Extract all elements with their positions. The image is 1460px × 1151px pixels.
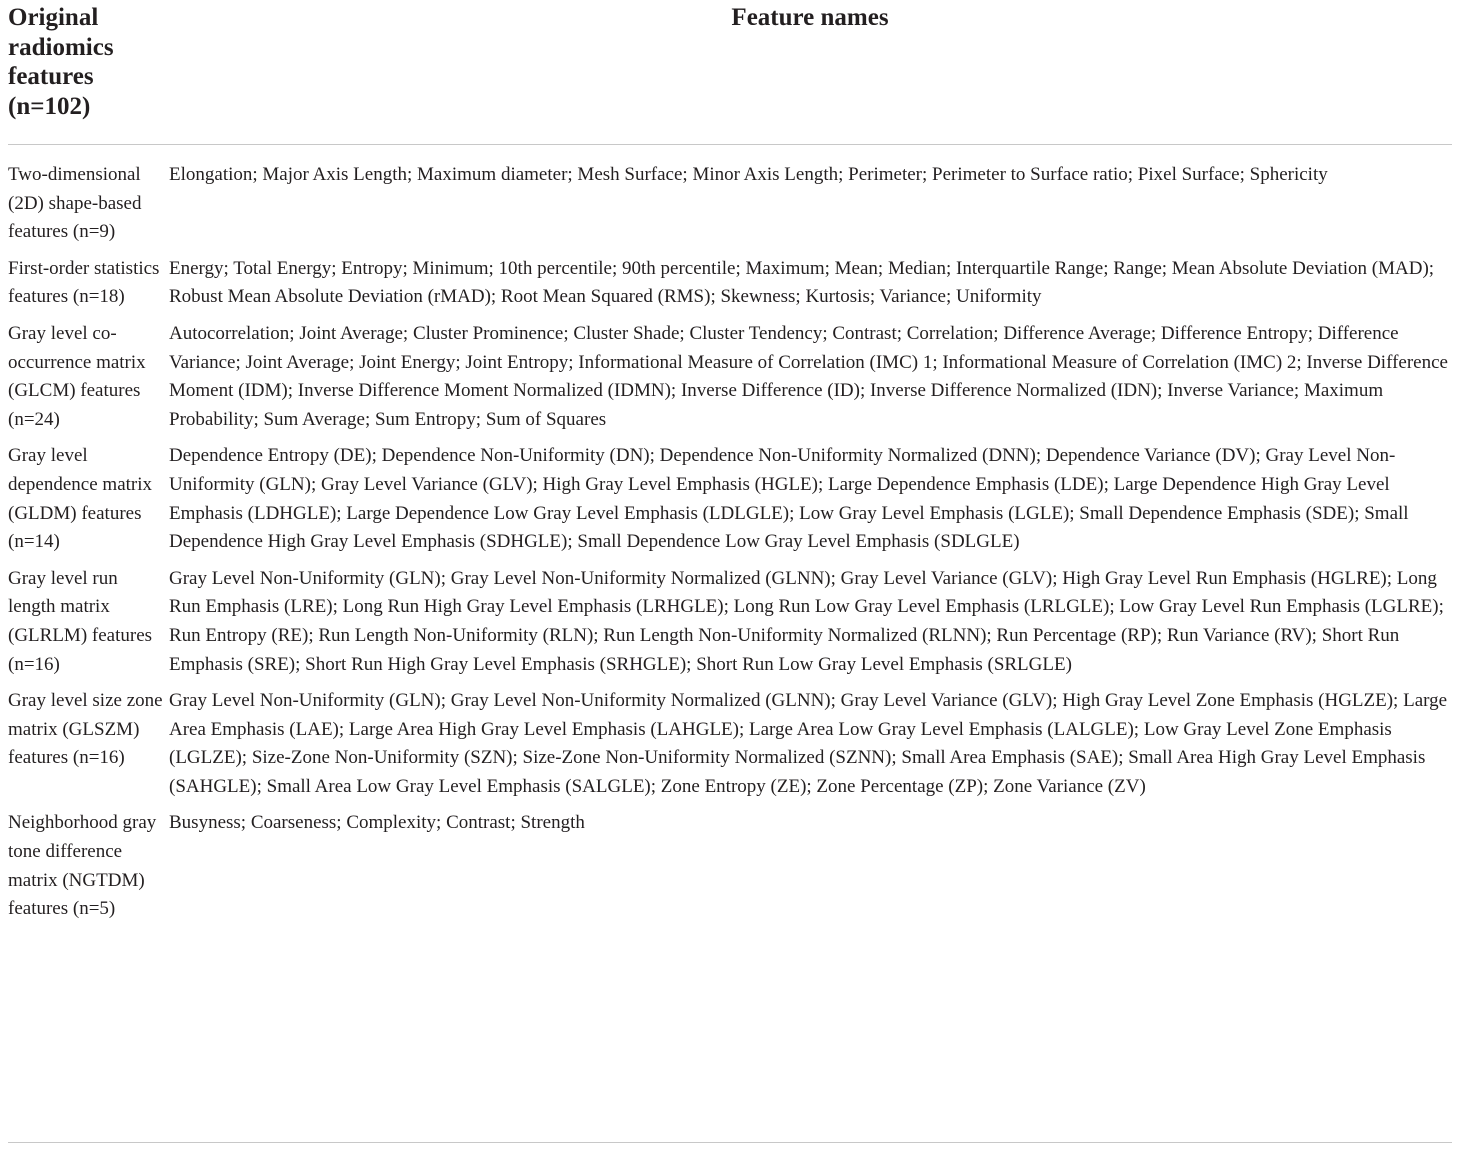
table-row bbox=[8, 565, 1452, 679]
header-feature-names: Feature names bbox=[731, 4, 889, 31]
table-header bbox=[8, 0, 1452, 145]
row-category: Gray level dependence matrix (GLDM) features (n=14) bbox=[8, 445, 153, 553]
table-row bbox=[8, 442, 1452, 556]
radiomics-features-table bbox=[8, 0, 1452, 924]
table-row bbox=[8, 255, 1452, 312]
table-row bbox=[8, 809, 1452, 923]
table-bottom-rule bbox=[8, 1142, 1452, 1143]
row-category: Neighborhood gray tone difference matrix (NGTDM) features (n=5) bbox=[8, 812, 157, 920]
row-features: Energy; Total Energy; Entropy; Minimum; 10th percentile; 90th percentile; Maximum; Mean; Median; Interquartile Range; Range; Mean Absolute Deviation (MAD); Robust Mean Absolute Deviation (rMAD); Root Mean Squared (RMS); Skewness; Kurtosis; Variance; Uniformity bbox=[169, 257, 1435, 308]
header-original-features: Original radiomics features (n=102) bbox=[8, 4, 114, 120]
table-row bbox=[8, 687, 1452, 801]
row-category: Gray level co-occurrence matrix (GLCM) features (n=24) bbox=[8, 322, 146, 430]
row-features: Busyness; Coarseness; Complexity; Contrast; Strength bbox=[169, 812, 585, 834]
row-category: Gray level run length matrix (GLRLM) features (n=16) bbox=[8, 567, 153, 675]
row-category: First-order statistics features (n=18) bbox=[8, 257, 160, 308]
table-row bbox=[8, 320, 1452, 434]
row-features: Gray Level Non-Uniformity (GLN); Gray Level Non-Uniformity Normalized (GLNN); Gray Level Variance (GLV); High Gray Level Zone Emphasis (HGLZE); Large Area Emphasis (LAE); Large Area High Gray Level Emphasis (LAHGLE); Large Area Low Gray Level Emphasis (LALGLE); Low Gray Level Zone Emphasis (LGLZE); Size-Zone Non-Uniformity (SZN); Size-Zone Non-Uniformity Normalized (SZNN); Small Area Emphasis (SAE); Small Area High Gray Level Emphasis (SAHGLE); Small Area Low Gray Level Emphasis (SALGLE); Zone Entropy (ZE); Zone Percentage (ZP); Zone Variance (ZV) bbox=[169, 690, 1448, 797]
row-features: Gray Level Non-Uniformity (GLN); Gray Level Non-Uniformity Normalized (GLNN); Gray Level Variance (GLV); High Gray Level Run Emphasis (HGLRE); Long Run Emphasis (LRE); Long Run High Gray Level Emphasis (LRHGLE); Long Run Low Gray Level Emphasis (LRLGLE); Low Gray Level Run Emphasis (LGLRE); Run Entropy (RE); Run Length Non-Uniformity (RLN); Run Length Non-Uniformity Normalized (RLNN); Run Percentage (RP); Run Variance (RV); Short Run Emphasis (SRE); Short Run High Gray Level Emphasis (SRHGLE); Short Run Low Gray Level Emphasis (SRLGLE) bbox=[169, 567, 1444, 675]
row-features: Dependence Entropy (DE); Dependence Non-Uniformity (DN); Dependence Non-Uniformity Normalized (DNN); Dependence Variance (DV); Gray Level Non-Uniformity (GLN); Gray Level Variance (GLV); High Gray Level Emphasis (HGLE); Large Dependence Emphasis (LDE); Large Dependence High Gray Level Emphasis (LDHGLE); Large Dependence Low Gray Level Emphasis (LDLGLE); Low Gray Level Emphasis (LGLE); Small Dependence Emphasis (SDE); Small Dependence High Gray Level Emphasis (SDHGLE); Small Dependence Low Gray Level Emphasis (SDLGLE) bbox=[169, 445, 1409, 553]
row-features: Elongation; Major Axis Length; Maximum diameter; Mesh Surface; Minor Axis Length; Perimeter; Perimeter to Surface ratio; Pixel Surface; Sphericity bbox=[169, 164, 1328, 185]
row-category: Two-dimensional (2D) shape-based features (n=9) bbox=[8, 164, 142, 243]
table-row bbox=[8, 161, 1452, 247]
row-features: Autocorrelation; Joint Average; Cluster Prominence; Cluster Shade; Cluster Tendency; Contrast; Correlation; Difference Average; Difference Entropy; Difference Variance; Joint Average; Joint Energy; Joint Entropy; Informational Measure of Correlation (IMC) 1; Informational Measure of Correlation (IMC) 2; Inverse Difference Moment (IDM); Inverse Difference Moment Normalized (IDMN); Inverse Difference (ID); Inverse Difference Normalized (IDN); Inverse Variance; Maximum Probability; Sum Average; Sum Entropy; Sum of Squares bbox=[169, 322, 1448, 430]
row-category: Gray level size zone matrix (GLSZM) features (n=16) bbox=[8, 690, 163, 769]
